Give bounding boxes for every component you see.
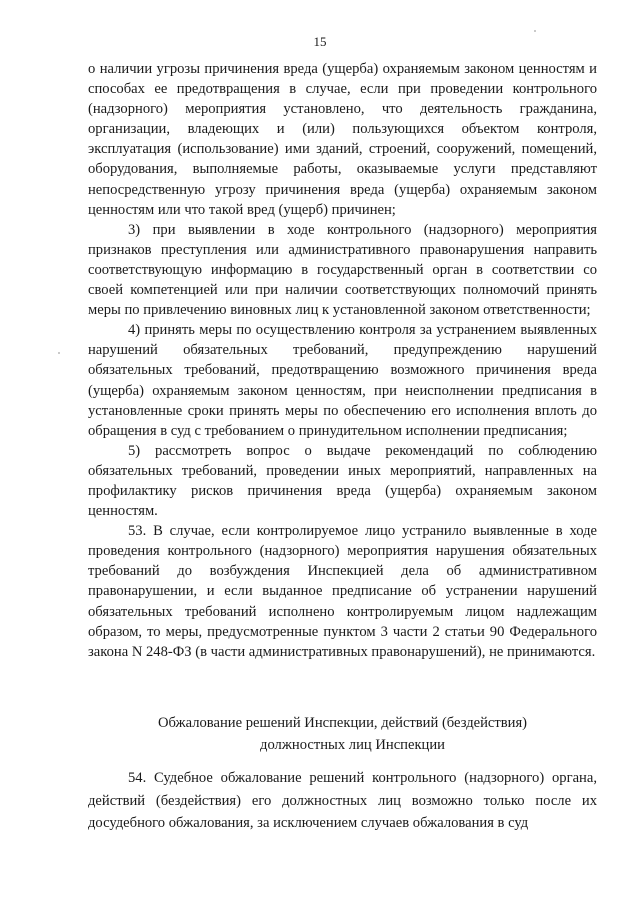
- paragraph-item-5: 5) рассмотреть вопрос о выдаче рекомендаций по соблюдению обязательных требований, проведении иных мероприятий, направленных на профилактику рисков причинения вреда (ущерба) охраняемым законом ценностям.: [88, 442, 597, 520]
- section-heading-line-1: Обжалование решений Инспекции, действий (бездействия): [157, 715, 528, 731]
- scan-speck: [58, 352, 60, 354]
- paragraph-clause-53: 53. В случае, если контролируемое лицо устранило выявленные в ходе проведения контрольного (надзорного) мероприятия нарушения обязательных требований до возбуждения Инспекцией дела об административном правонарушении, и если выданное предписание об устранении нарушений обязательных требований исполнено контролируемым лицом надлежащим образом, то меры, предусмотренные пунктом 3 части 2 статьи 90 Федерального закона N 248-ФЗ (в части административных правонарушений), не принимаются.: [88, 523, 597, 660]
- paragraph-item-4: 4) принять меры по осуществлению контроля за устранением выявленных нарушений обязательных требований, предупреждению нарушений обязательных требований, предотвращению возможного причинения вреда (ущерба) охраняемым законом ценностям, при неисполнении предписания в установленные сроки принять меры по обеспечению его исполнения вплоть до обращения в суд с требованием о принудительном исполнении предписания;: [88, 322, 597, 439]
- paragraph-item-3: 3) при выявлении в ходе контрольного (надзорного) мероприятия признаков преступления или административного правонарушения направить соответствующую информацию в государственный орган в соответствии со своей компетенцией или при наличии соответствующих полномочий принять меры по привлечению виновных лиц к установленной законом ответственности;: [88, 221, 597, 319]
- section-heading: [88, 712, 597, 756]
- section-heading-line-2: должностных лиц Инспекции: [260, 737, 445, 753]
- paragraph-continuation: о наличии угрозы причинения вреда (ущерба) охраняемым законом ценностям и способах ее предотвращения в случае, если при проведении контрольного (надзорного) мероприятия установлено, что деятельность гражданина, организации, владеющих и (или) пользующихся объектом контроля, эксплуатация (использование) ими зданий, строений, сооружений, помещений, оборудования, выполняемые работы, оказываемые услуги представляют непосредственную угрозу причинения вреда (ущерба) охраняемым законом ценностям или что такой вред (ущерб) причинен;: [88, 61, 597, 218]
- paragraph-clause-54: 54. Судебное обжалование решений контрольного (надзорного) органа, действий (бездействия) его должностных лиц возможно только после их досудебного обжалования, за исключением случаев обжалования в суд: [88, 770, 597, 831]
- document-tail: [88, 767, 597, 835]
- scan-speck: [534, 30, 536, 32]
- page-number: 15: [313, 34, 327, 49]
- document-body: [88, 59, 597, 662]
